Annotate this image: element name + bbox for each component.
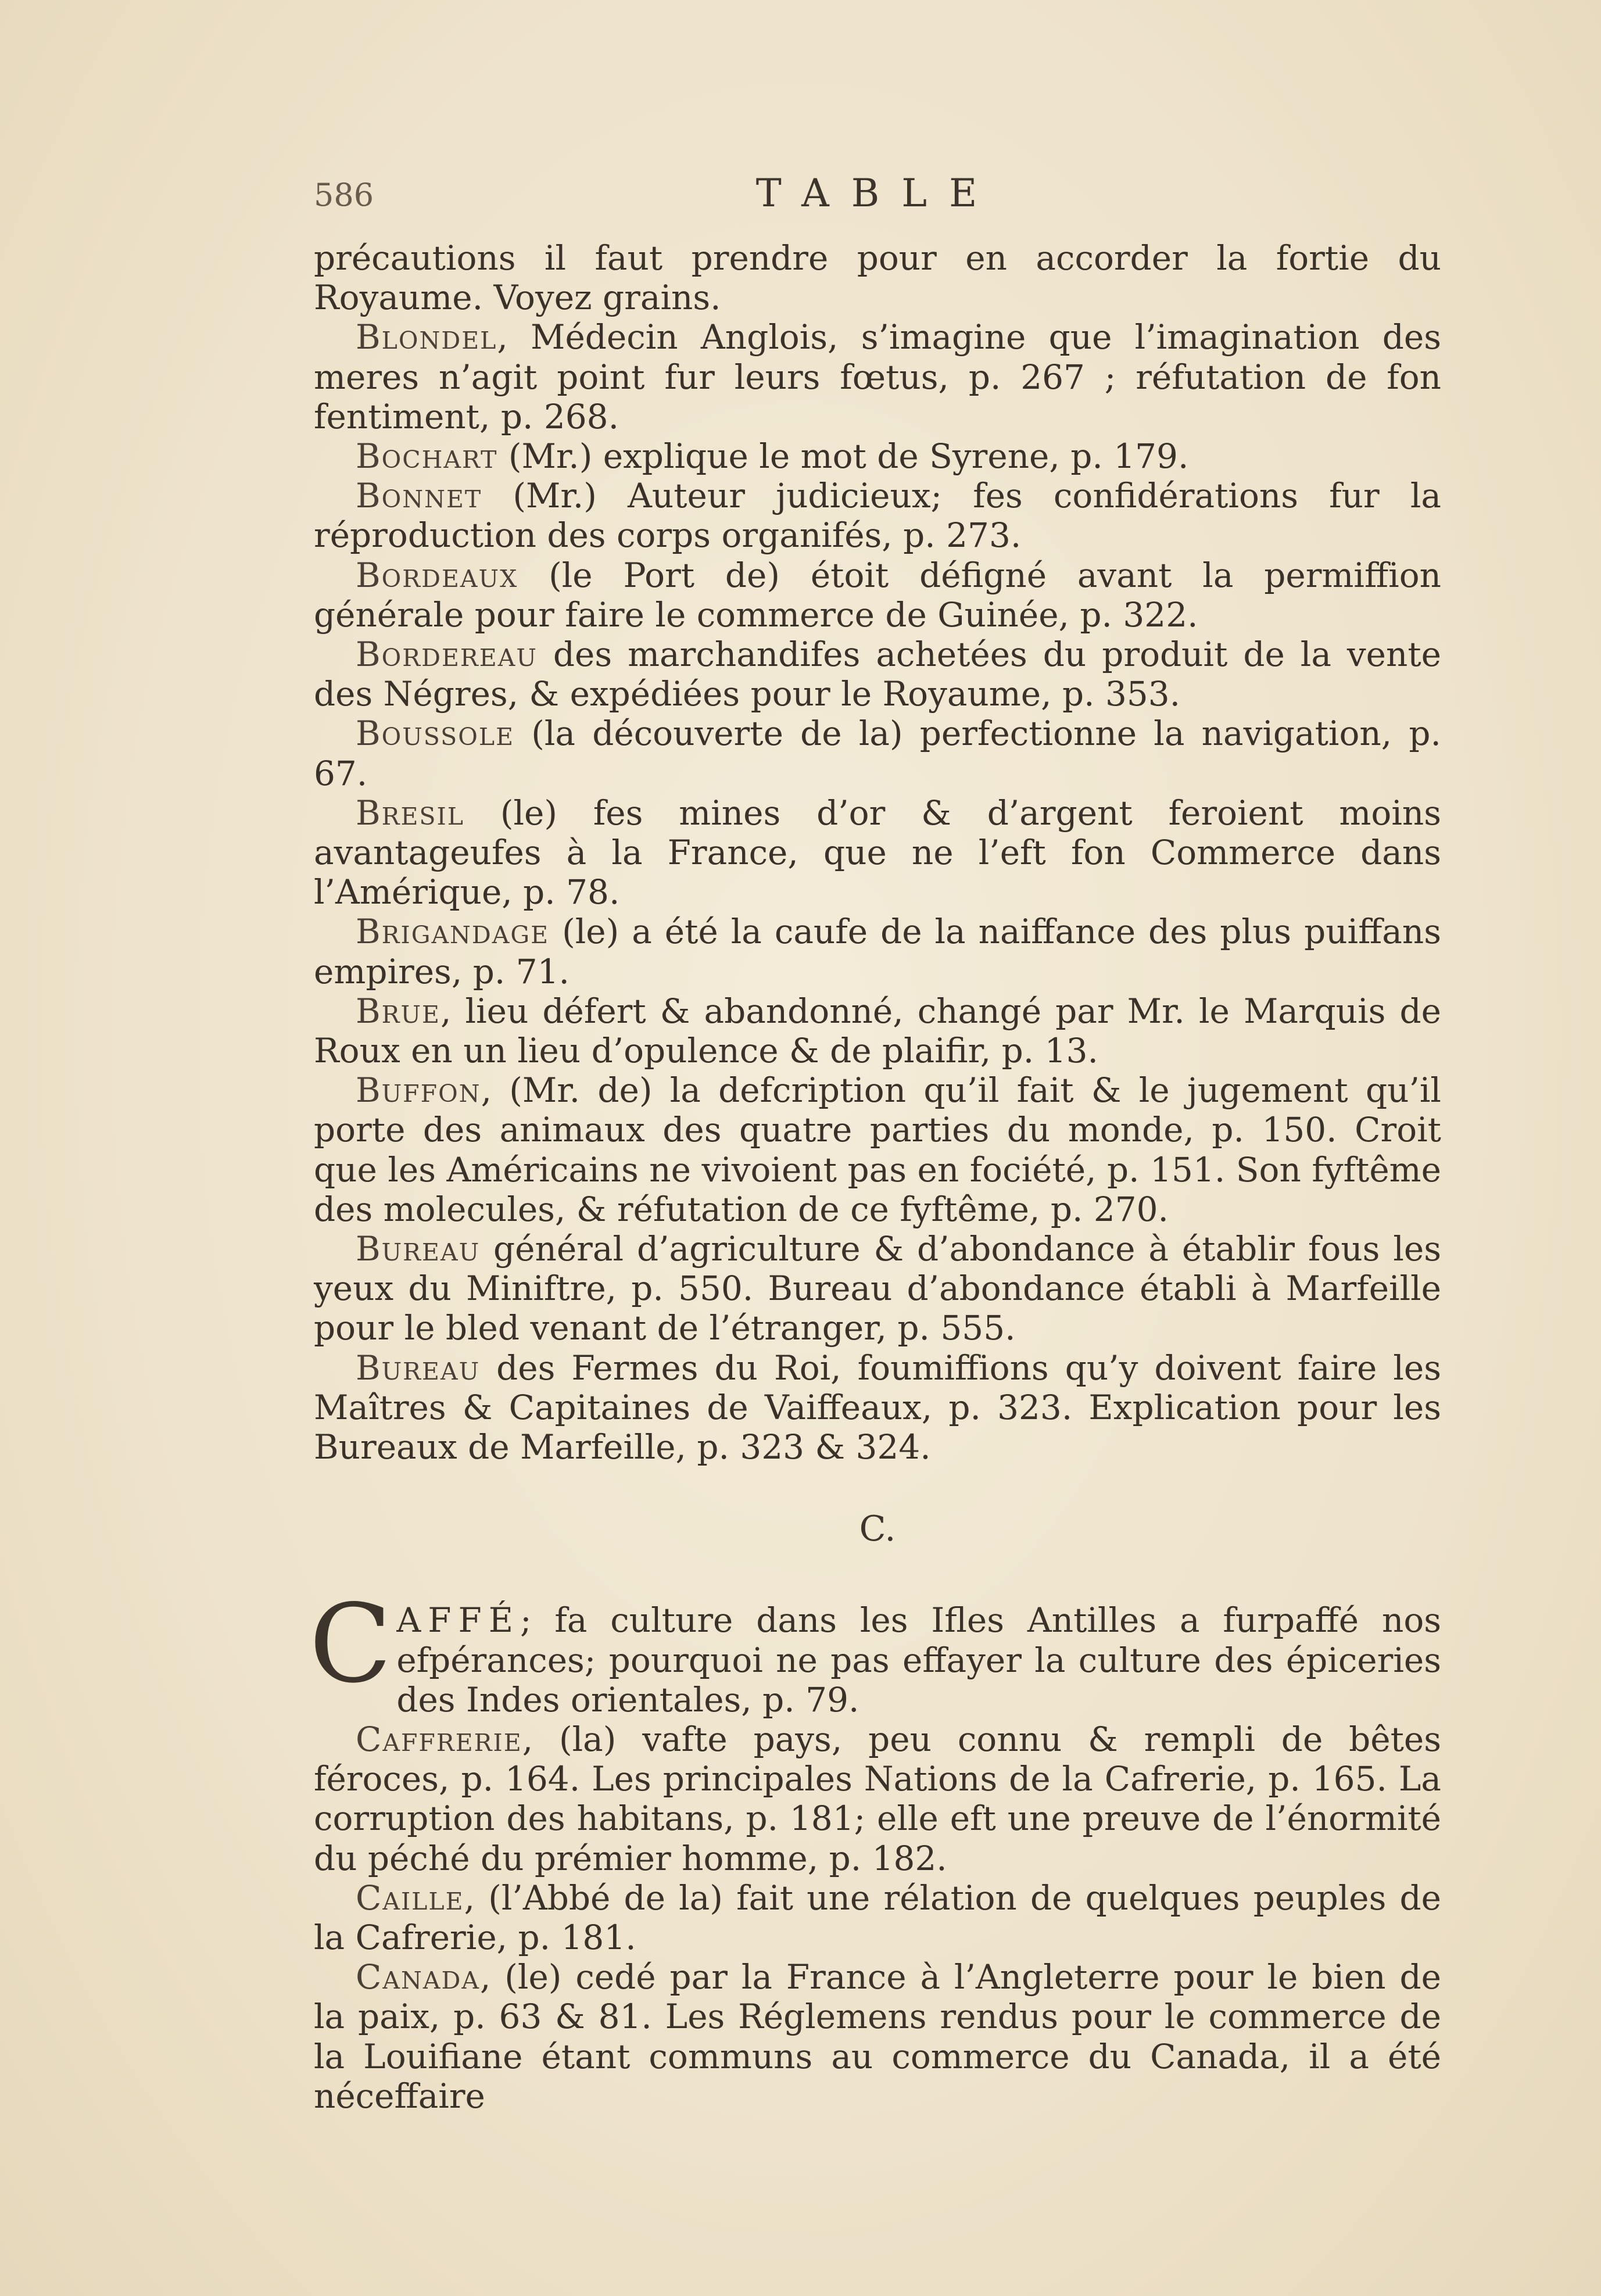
entry-text: général d’agriculture & d’abondance à établir fous les yeux du Miniftre, p. 550. Bureau d’abondance établi à Marfeille pour le bled venant de l’étranger, p. 555. <box>314 1229 1441 1348</box>
entry-text: précautions il faut prendre pour en accorder la fortie du Royaume. Voyez grains. <box>314 238 1441 318</box>
entry-headword: Bordereau <box>356 635 538 675</box>
entry-headword: Canada <box>356 1957 480 1997</box>
index-entry <box>314 1348 1441 1467</box>
index-entry <box>314 1957 1441 2116</box>
index-entry <box>314 1878 1441 1957</box>
index-entry <box>309 1581 1441 1720</box>
page-number: 586 <box>314 177 374 213</box>
index-entry <box>314 238 1441 317</box>
entry-headword: Buffon <box>356 1070 481 1111</box>
index-entry <box>314 714 1441 793</box>
entry-text: (le) a été la caufe de la naiffance des plus puiffans empires, p. 71. <box>314 912 1441 991</box>
running-title: TABLE <box>755 171 1000 216</box>
entry-headword: Bresil <box>356 793 464 833</box>
entry-text: (la découverte de la) perfectionne la navigation, p. 67. <box>314 714 1441 793</box>
entry-text: , (la) vafte pays, peu connu & rempli de bêtes féroces, p. 164. Les principales Nations de la Cafrerie, p. 165. La corruption des habitans, p. 181; elle eft une preuve de l’énormité du péché du prémier homme, p. 182. <box>314 1719 1441 1878</box>
entry-text: (le Port de) étoit défigné avant la permiffion générale pour faire le commerce de Guinée, p. 322. <box>314 555 1441 635</box>
index-entry <box>314 556 1441 635</box>
entry-headword: Caffrerie <box>356 1719 522 1759</box>
drop-cap: C <box>309 1581 392 1707</box>
entry-headword: Brue <box>356 991 440 1031</box>
entry-text: , (l’Abbé de la) fait une rélation de quelques peuples de la Cafrerie, p. 181. <box>314 1878 1441 1957</box>
entry-text: , (le) cedé par la France à l’Angleterre pour le bien de la paix, p. 63 & 81. Les Réglemens rendus pour le commerce de la Louifiane étant communs au commerce du Canada, il a été néceffaire <box>314 1957 1441 2116</box>
running-head <box>314 169 1441 238</box>
entry-text: des marchandifes achetées du produit de la vente des Négres, & expédiées pour le Royaume, p. 353. <box>314 635 1441 714</box>
entry-text: , Médecin Anglois, s’imagine que l’imagination des meres n’agit point fur leurs fœtus, p. 267 ; réfutation de fon fentiment, p. 268. <box>314 317 1441 436</box>
index-entry <box>314 635 1441 714</box>
entry-headword: Blondel <box>356 317 497 357</box>
index-entry <box>314 1070 1441 1229</box>
index-entry <box>314 991 1441 1070</box>
entry-text: , lieu défert & abandonné, changé par Mr. le Marquis de Roux en un lieu d’opulence & de plaifir, p. 13. <box>314 991 1441 1071</box>
entry-text: des Fermes du Roi, foumiffions qu’y doivent faire les Maîtres & Capitaines de Vaiffeaux, p. 323. Explication pour les Bureaux de Marfeille, p. 323 & 324. <box>314 1348 1441 1467</box>
index-entry <box>314 1720 1441 1878</box>
entry-headword: Bureau <box>356 1229 481 1269</box>
entry-headword: Bonnet <box>356 476 482 516</box>
index-entry <box>314 793 1441 912</box>
index-entry <box>314 1229 1441 1348</box>
index-entry <box>314 317 1441 436</box>
entry-headword: Caille <box>356 1878 464 1918</box>
entry-text: , (Mr. de) la defcription qu’il fait & le jugement qu’il porte des animaux des quatre parties du monde, p. 150. Croit que les Américains ne vivoient pas en fociété, p. 151. Son fyftême des molecules, & réfutation de ce fyftême, p. 270. <box>314 1070 1441 1229</box>
entry-headword: Brigandage <box>356 912 550 952</box>
entry-headword: Bordeaux <box>356 555 518 595</box>
index-entries-c <box>309 1581 1441 2116</box>
entry-headword: Bureau <box>356 1348 481 1388</box>
entry-headword: Boussole <box>356 714 515 754</box>
index-entry <box>314 476 1441 555</box>
page <box>309 169 1441 2116</box>
entry-text: (Mr.) explique le mot de Syrene, p. 179. <box>497 436 1189 477</box>
entry-headword: AFFÉ <box>396 1600 521 1640</box>
index-entry <box>314 912 1441 991</box>
entry-text: ; fa culture dans les Ifles Antilles a furpaffé nos efpérances; pourquoi ne pas effayer la culture des épiceries des Indes orientales, p. 79. <box>396 1600 1441 1720</box>
entry-headword: Bochart <box>356 436 498 477</box>
entry-text: (le) fes mines d’or & d’argent feroient moins avantageufes à la France, que ne l’eft fon Commerce dans l’Amérique, p. 78. <box>314 793 1441 912</box>
section-letter: C. <box>859 1509 896 1550</box>
index-entry <box>314 436 1441 476</box>
entry-text: (Mr.) Auteur judicieux; fes confidérations fur la réproduction des corps organifés, p. 273. <box>314 476 1441 556</box>
index-entries-b <box>314 238 1441 1467</box>
